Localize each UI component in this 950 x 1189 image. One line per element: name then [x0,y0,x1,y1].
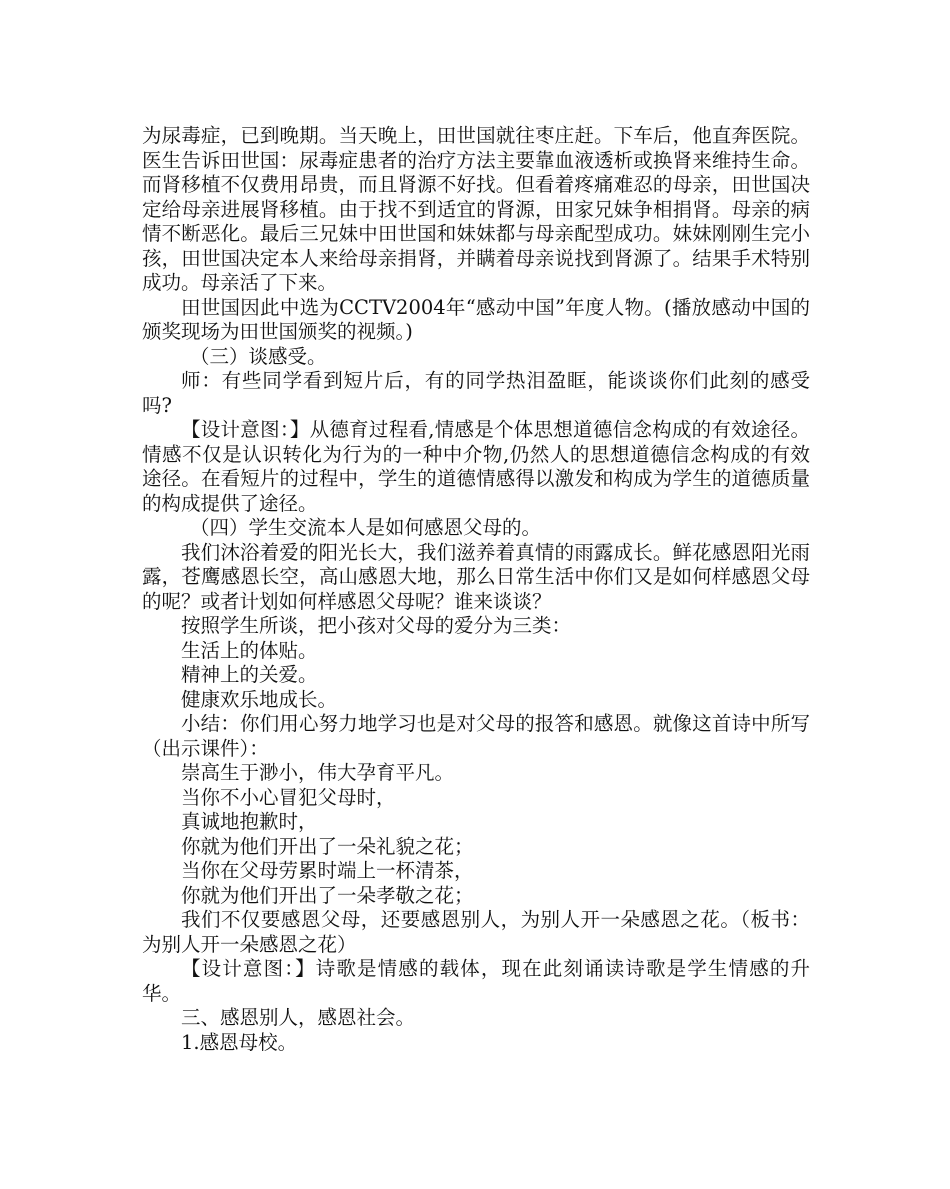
document-body [142,124,810,1055]
list-item-school: 1.感恩母校。 [181,1030,298,1054]
heading-section-4: （四）学生交流本人是如何感恩父母的。 [190,516,542,539]
paragraph-three-categories: 按照学生所谈，把小孩对父母的爱分为三类： [181,614,572,637]
paragraph-design-intent-2: 【设计意图：】诗歌是情感的载体，现在此刻诵读诗歌是学生情感的升华。 [142,957,810,1005]
poem-line-5: 当你在父母劳累时端上一杯清茶， [181,859,474,882]
poem-line-2: 当你不小心冒犯父母时， [181,785,396,809]
poem-line-3: 真诚地抱歉时， [181,810,318,833]
heading-section-3: （三）谈感受。 [190,344,327,368]
poem-line-6: 你就为他们开出了一朵孝敬之花； [181,883,474,907]
heading-part-3: 三、感恩别人，感恩社会。 [181,1006,416,1029]
paragraph-blackboard: 我们不仅要感恩父母，还要感恩别人，为别人开一朵感恩之花。（板书：为别人开一朵感恩之花） [142,908,810,956]
list-item-growth: 健康欢乐地成长。 [181,687,338,711]
poem-line-1: 崇高生于渺小，伟大孕育平凡。 [181,761,455,784]
poem-line-4: 你就为他们开出了一朵礼貌之花； [181,834,474,858]
paragraph-teacher-question: 师：有些同学看到短片后，有的同学热泪盈眶，能谈谈你们此刻的感受吗? [142,369,810,417]
paragraph-design-intent-1: 【设计意图：】从德育过程看,情感是个体思想道德信念构成的有效途径。情感不仅是认识转化为行为的一种中介物,仍然人的思想道德信念构成的有效途径。在看短片的过程中，学生的道德情感得以激发和构成为学生的道德质量的构成提供了途径。 [142,418,810,515]
paragraph-gratitude-intro: 我们沐浴着爱的阳光长大，我们滋养着真情的雨露成长。鲜花感恩阳光雨露，苍鹰感恩长空，高山感恩大地，那么日常生活中你们又是如何样感恩父母的呢？或者计划如何样感恩父母呢？谁来谈谈？ [142,540,810,613]
paragraph-cctv-award: 田世国因此中选为CCTV2004年“感动中国”年度人物。(播放感动中国的颁奖现场为田世国颁奖的视频。) [142,295,810,343]
paragraph-kidney-story: 为尿毒症，已到晚期。当天晚上，田世国就往枣庄赶。下车后，他直奔医院。医生告诉田世国：尿毒症患者的治疗方法主要靠血液透析或换肾来维持生命。而肾移植不仅费用昂贵，而且肾源不好找。但看着疼痛难忍的母亲，田世国决定给母亲进展肾移植。由于找不到适宜的肾源，田家兄妹争相捐肾。母亲的病情不断恶化。最后三兄妹中田世国和妹妹都与母亲配型成功。妹妹刚刚生完小孩，田世国决定本人来给母亲捐肾，并瞒着母亲说找到肾源了。结果手术特别成功。母亲活了下来。 [142,124,810,294]
list-item-care: 生活上的体贴。 [181,638,318,662]
paragraph-summary: 小结：你们用心努力地学习也是对父母的报答和感恩。就像这首诗中所写（出示课件）： [142,712,810,760]
list-item-spirit: 精神上的关爱。 [181,663,318,686]
